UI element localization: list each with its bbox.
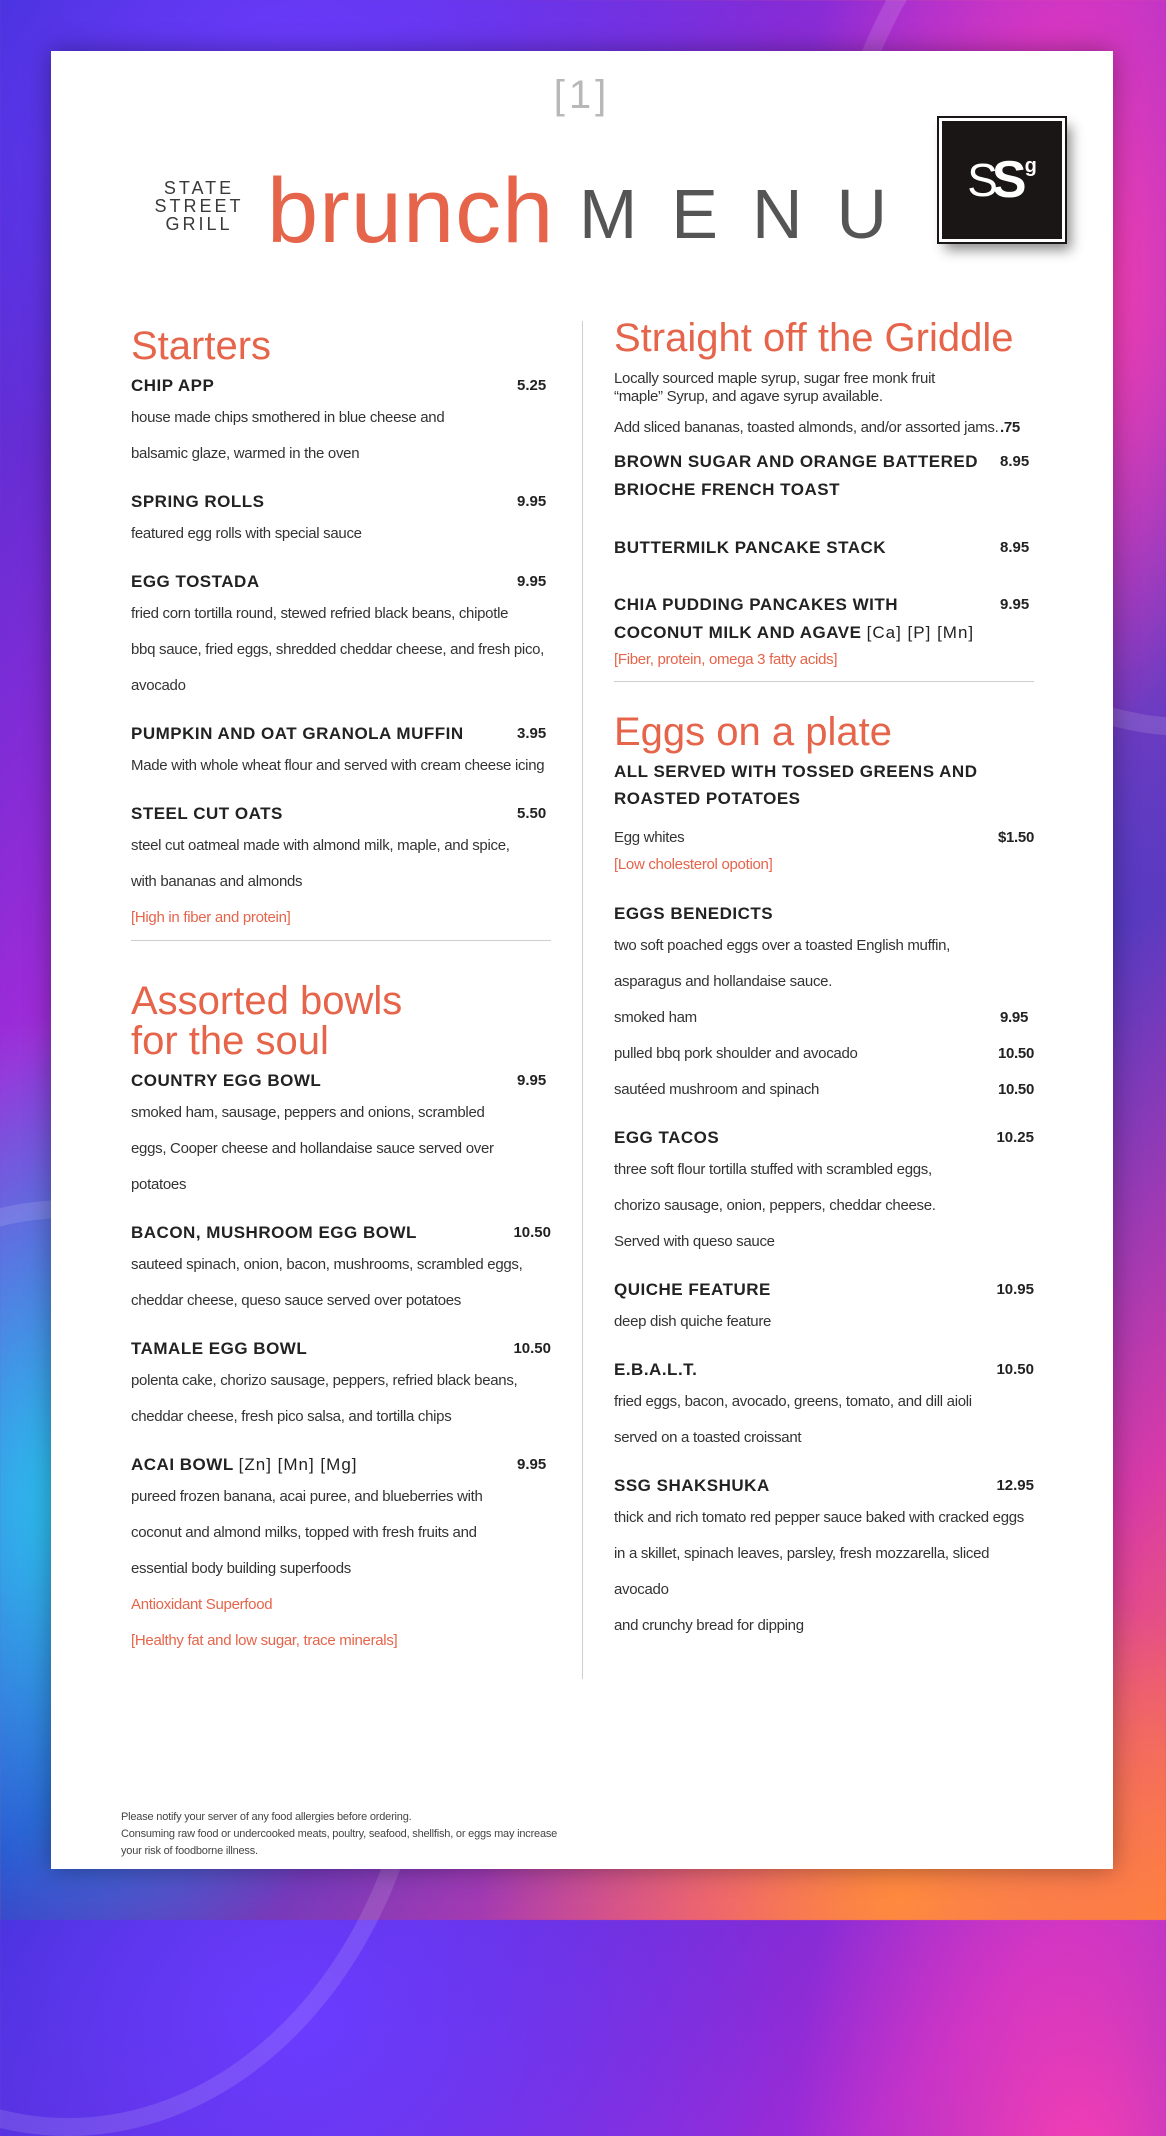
section-title-griddle: Straight off the Griddle xyxy=(614,316,1014,360)
option-text: smoked ham xyxy=(614,1009,697,1026)
item-name: TAMALE EGG BOWL xyxy=(131,1339,308,1358)
item-price: 9.95 xyxy=(517,493,547,510)
item-name: STEEL CUT OATS xyxy=(131,804,283,823)
item-price: 9.95 xyxy=(517,1072,547,1089)
option-text: sautéed mushroom and spinach xyxy=(614,1081,820,1098)
item-price: 10.50 xyxy=(996,1361,1034,1378)
item-name-line: BRIOCHE FRENCH TOAST xyxy=(614,480,840,499)
option-text: pulled bbq pork shoulder and avocado xyxy=(614,1045,858,1062)
benedict-option xyxy=(614,1036,1034,1072)
menu-item xyxy=(131,1451,551,1659)
menu-item xyxy=(131,1067,551,1203)
item-description: in a skillet, spinach leaves, parsley, fresh mozzarella, sliced avocado xyxy=(614,1545,990,1598)
section-title-line: Assorted bowls xyxy=(131,979,403,1023)
item-price: 12.95 xyxy=(996,1477,1034,1494)
item-name: QUICHE FEATURE xyxy=(614,1280,771,1299)
item-name: SPRING ROLLS xyxy=(131,492,265,511)
item-description: cheddar cheese, queso sauce served over potatoes xyxy=(131,1292,461,1309)
item-price: 10.50 xyxy=(997,1081,1034,1098)
item-description: three soft flour tortilla stuffed with scrambled eggs, xyxy=(614,1161,932,1178)
benedict-option xyxy=(614,1000,1034,1036)
right-column xyxy=(614,318,1034,1644)
item-price: 9.95 xyxy=(1000,1009,1028,1026)
item-name xyxy=(614,448,978,504)
item-name: PUMPKIN AND OAT GRANOLA MUFFIN xyxy=(131,724,464,743)
item-name: EGG TOSTADA xyxy=(131,572,260,591)
item-name xyxy=(614,591,974,647)
item-description: pureed frozen banana, acai puree, and blueberries with xyxy=(131,1488,483,1505)
item-note: [Fiber, protein, omega 3 fatty acids] xyxy=(614,651,838,668)
item-name: EGGS BENEDICTS xyxy=(614,904,774,923)
brand-line: GRILL xyxy=(165,214,233,234)
item-price: 9.95 xyxy=(517,573,547,590)
item-description: deep dish quiche feature xyxy=(614,1313,772,1330)
item-price: 10.50 xyxy=(997,1045,1034,1062)
section-subtitle-line: ROASTED POTATOES xyxy=(614,789,801,808)
item-description: fried corn tortilla round, stewed refried black beans, chipotle xyxy=(131,605,509,622)
item-description: polenta cake, chorizo sausage, peppers, refried black beans, xyxy=(131,1372,518,1389)
section-divider xyxy=(131,940,551,941)
item-description: essential body building superfoods xyxy=(131,1560,351,1577)
footer-line: Consuming raw food or undercooked meats, poultry, seafood, shellfish, or eggs may increase xyxy=(121,1828,558,1840)
addon-row xyxy=(614,410,1034,446)
left-column xyxy=(131,326,551,1659)
item-description: thick and rich tomato red pepper sauce baked with cracked eggs xyxy=(614,1509,1024,1526)
item-name-text: ACAI BOWL xyxy=(131,1455,234,1474)
item-tags: [Ca] [P] [Mn] xyxy=(866,623,975,642)
item-price: 3.95 xyxy=(517,725,547,742)
item-name-line: BROWN SUGAR AND ORANGE BATTERED xyxy=(614,452,978,471)
item-description: smoked ham, sausage, peppers and onions, scrambled xyxy=(131,1104,485,1121)
item-name: BUTTERMILK PANCAKE STACK xyxy=(614,538,887,557)
item-name-line: CHIA PUDDING PANCAKES WITH xyxy=(614,595,899,614)
item-note: [Low cholesterol opotion] xyxy=(614,856,773,873)
item-description: coconut and almond milks, topped with fresh fruits and xyxy=(131,1524,477,1541)
item-description: served on a toasted croissant xyxy=(614,1429,802,1446)
item-price: 10.25 xyxy=(996,1129,1034,1146)
item-name: E.B.A.L.T. xyxy=(614,1360,698,1379)
menu-item xyxy=(131,372,551,472)
allergy-disclaimer xyxy=(121,1809,557,1860)
item-description: and crunchy bread for dipping xyxy=(614,1617,804,1634)
item-price: 8.95 xyxy=(1000,539,1030,556)
brand-line: STREET xyxy=(154,196,244,216)
logo-letter: g xyxy=(1024,155,1037,177)
page-number: [1] xyxy=(553,73,611,117)
title-brunch: brunch xyxy=(267,160,555,262)
menu-page xyxy=(51,51,1113,1869)
item-description: house made chips smothered in blue cheese and xyxy=(131,409,445,426)
item-name xyxy=(131,1451,358,1479)
item-price: 10.50 xyxy=(513,1224,551,1241)
item-description: asparagus and hollandaise sauce. xyxy=(614,973,833,990)
menu-item xyxy=(131,720,551,784)
title-menu: MENU xyxy=(579,175,922,253)
menu-item xyxy=(614,1276,1034,1340)
item-description: sauteed spinach, onion, bacon, mushrooms, scrambled eggs, xyxy=(131,1256,523,1273)
menu-item xyxy=(131,488,551,552)
menu-item xyxy=(614,1356,1034,1456)
item-description: Made with whole wheat flour and served with cream cheese icing xyxy=(131,757,545,774)
item-price: $1.50 xyxy=(997,829,1034,846)
griddle-intro: Locally sourced maple syrup, sugar free monk fruit “maple” Syrup, and agave syrup available. xyxy=(614,370,935,405)
item-price: 5.50 xyxy=(517,805,547,822)
item-description: chorizo sausage, onion, peppers, cheddar cheese. xyxy=(614,1197,936,1214)
item-note: Antioxidant Superfood xyxy=(131,1596,273,1613)
menu-item xyxy=(131,1219,551,1319)
section-subtitle xyxy=(614,758,1034,812)
item-price: 10.50 xyxy=(513,1340,551,1357)
egg-whites-text: Egg whites xyxy=(614,829,685,846)
item-price: 8.95 xyxy=(1000,453,1030,470)
addon-text: Add sliced bananas, toasted almonds, and/or assorted jams. xyxy=(614,419,999,436)
item-name: COUNTRY EGG BOWL xyxy=(131,1071,322,1090)
item-note: [Healthy fat and low sugar, trace minerals] xyxy=(131,1632,398,1649)
item-description: eggs, Cooper cheese and hollandaise sauce served over potatoes xyxy=(131,1140,494,1193)
ssg-logo xyxy=(939,118,1065,242)
brand-line: STATE xyxy=(163,178,235,198)
menu-item xyxy=(614,448,1034,504)
item-description: balsamic glaze, warmed in the oven xyxy=(131,445,360,462)
menu-item xyxy=(614,900,1034,1108)
item-description: two soft poached eggs over a toasted English muffin, xyxy=(614,937,951,954)
item-price: 9.95 xyxy=(1000,596,1030,613)
column-divider xyxy=(582,321,583,1679)
item-description: steel cut oatmeal made with almond milk, maple, and spice, xyxy=(131,837,510,854)
section-title-line: for the soul xyxy=(131,1019,329,1063)
item-description: fried eggs, bacon, avocado, greens, tomato, and dill aioli xyxy=(614,1393,972,1410)
item-name: CHIP APP xyxy=(131,376,215,395)
item-name: SSG SHAKSHUKA xyxy=(614,1476,770,1495)
item-description: cheddar cheese, fresh pico salsa, and tortilla chips xyxy=(131,1408,452,1425)
benedict-option xyxy=(614,1072,1034,1108)
logo-letter: S xyxy=(967,154,996,206)
item-tags: [Zn] [Mn] [Mg] xyxy=(238,1455,358,1474)
menu-item xyxy=(131,800,551,936)
logo-letter: S xyxy=(991,151,1027,209)
menu-item xyxy=(614,591,1034,673)
item-price: .75 xyxy=(1000,419,1020,436)
item-description: featured egg rolls with special sauce xyxy=(131,525,362,542)
section-title-eggs: Eggs on a plate xyxy=(614,710,892,754)
section-subtitle-line: ALL SERVED WITH TOSSED GREENS AND xyxy=(614,762,978,781)
item-description: bbq sauce, fried eggs, shredded cheddar cheese, and fresh pico, avocado xyxy=(131,641,545,694)
footer-line: Please notify your server of any food allergies before ordering. xyxy=(121,1811,412,1823)
footer-line: your risk of foodborne illness. xyxy=(121,1845,258,1857)
item-price: 9.95 xyxy=(517,1456,547,1473)
item-name: BACON, MUSHROOM EGG BOWL xyxy=(131,1223,417,1242)
menu-item xyxy=(614,1124,1034,1260)
brand-wordmark xyxy=(151,179,247,233)
menu-item xyxy=(614,1472,1034,1644)
section-title-bowls xyxy=(131,981,551,1061)
item-description: Served with queso sauce xyxy=(614,1233,775,1250)
menu-item xyxy=(131,568,551,704)
egg-whites-row xyxy=(614,824,1034,852)
section-divider xyxy=(614,681,1034,682)
section-title-starters: Starters xyxy=(131,324,272,368)
item-note: [High in fiber and protein] xyxy=(131,909,291,926)
item-name-line xyxy=(614,619,974,647)
item-name-text: COCONUT MILK AND AGAVE xyxy=(614,623,862,642)
item-name: EGG TACOS xyxy=(614,1128,720,1147)
item-price: 10.95 xyxy=(996,1281,1034,1298)
menu-item xyxy=(614,534,1034,562)
item-price: 5.25 xyxy=(517,377,547,394)
item-description: with bananas and almonds xyxy=(131,873,303,890)
menu-item xyxy=(131,1335,551,1435)
